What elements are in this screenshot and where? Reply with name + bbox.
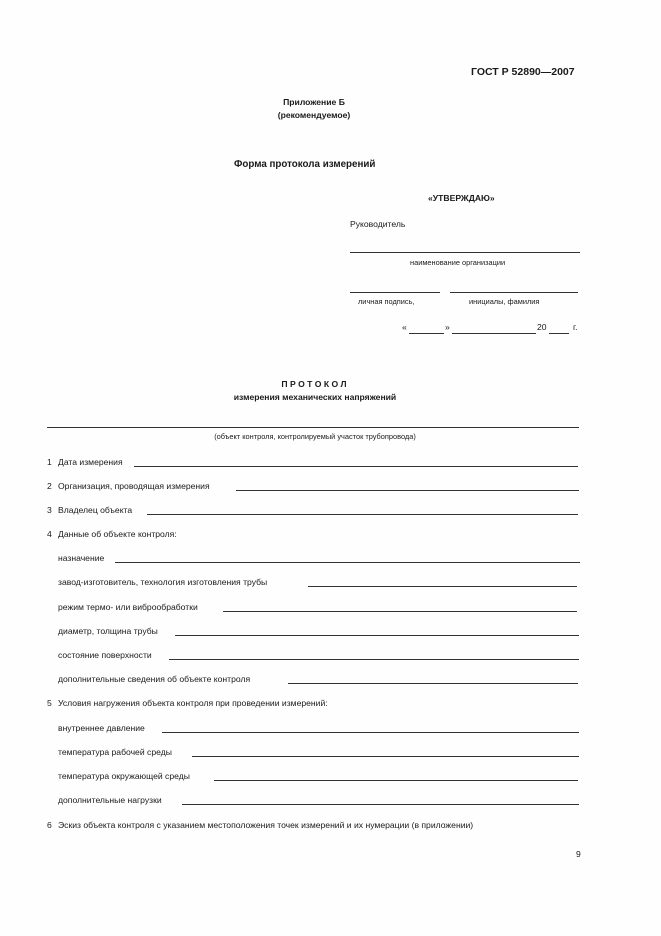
item-number: 3 xyxy=(47,505,52,515)
date-month-line[interactable] xyxy=(452,333,536,334)
item-fill-line[interactable] xyxy=(134,466,578,467)
item-fill-line[interactable] xyxy=(236,490,579,491)
item-sketch xyxy=(0,819,661,833)
item-label: состояние поверхности xyxy=(58,650,152,660)
annex-subtitle: (рекомендуемое) xyxy=(277,110,351,120)
item-object-data xyxy=(0,528,661,542)
initials-caption: инициалы, фамилия xyxy=(469,297,540,306)
item-fill-line[interactable] xyxy=(223,611,577,612)
item-fill-line[interactable] xyxy=(175,635,579,636)
signature-caption: личная подпись, xyxy=(358,297,415,306)
item-label: Дата измерения xyxy=(58,457,123,467)
form-title: Форма протокола измерений xyxy=(234,159,376,170)
item-fill-line[interactable] xyxy=(288,683,578,684)
protocol-title: П Р О Т О К О Л xyxy=(281,379,347,389)
date-close-quote: » xyxy=(445,322,450,332)
item-load-conditions xyxy=(0,697,661,711)
signature-line[interactable] xyxy=(350,292,440,293)
initials-line[interactable] xyxy=(450,292,578,293)
item-label: Условия нагружения объекта контроля при проведении измерений: xyxy=(58,698,328,708)
item-ambient-temperature[interactable] xyxy=(0,770,661,784)
item-fill-line[interactable] xyxy=(192,756,579,757)
item-fill-line[interactable] xyxy=(214,780,578,781)
approval-stamp: «УТВЕРЖДАЮ» xyxy=(428,193,495,203)
item-extra-info[interactable] xyxy=(0,673,661,687)
item-date[interactable] xyxy=(0,456,661,470)
item-label: диаметр, толщина трубы xyxy=(58,626,158,636)
page-number: 9 xyxy=(576,849,581,859)
date-year-line[interactable] xyxy=(549,333,569,334)
item-number: 2 xyxy=(47,481,52,491)
item-label: режим термо- или виброобработки xyxy=(58,602,198,612)
item-label: дополнительные сведения об объекте контроля xyxy=(58,674,251,684)
date-century: 20 xyxy=(537,322,547,332)
item-treatment[interactable] xyxy=(0,601,661,615)
item-owner[interactable] xyxy=(0,504,661,518)
item-purpose[interactable] xyxy=(0,552,661,566)
item-surface[interactable] xyxy=(0,649,661,663)
item-fill-line[interactable] xyxy=(182,804,579,805)
head-label: Руководитель xyxy=(350,219,406,229)
item-fill-line[interactable] xyxy=(162,732,579,733)
item-label: дополнительные нагрузки xyxy=(58,795,162,805)
item-label: Данные об объекте контроля: xyxy=(58,529,177,539)
item-additional-loads[interactable] xyxy=(0,794,661,808)
item-working-temperature[interactable] xyxy=(0,746,661,760)
item-organization[interactable] xyxy=(0,480,661,494)
item-label: Эскиз объекта контроля с указанием местоположения точек измерений и их нумерации (в приложении) xyxy=(58,820,474,830)
item-label: Организация, проводящая измерения xyxy=(58,481,210,491)
annex-title: Приложение Б xyxy=(283,97,345,107)
date-open-quote: « xyxy=(402,322,407,332)
document-standard-code: ГОСТ Р 52890—2007 xyxy=(471,66,575,78)
item-label: Владелец объекта xyxy=(58,505,133,515)
item-label: внутреннее давление xyxy=(58,723,145,733)
item-manufacturer[interactable] xyxy=(0,576,661,590)
date-suffix: г. xyxy=(573,322,578,332)
item-number: 5 xyxy=(47,698,52,708)
object-line[interactable] xyxy=(47,427,579,428)
item-number: 4 xyxy=(47,529,52,539)
organization-caption: наименование организации xyxy=(410,258,506,267)
item-number: 6 xyxy=(47,820,52,830)
organization-line[interactable] xyxy=(350,252,580,253)
item-diameter[interactable] xyxy=(0,625,661,639)
item-label: завод-изготовитель, технология изготовления трубы xyxy=(58,577,268,587)
item-number: 1 xyxy=(47,457,52,467)
item-fill-line[interactable] xyxy=(169,659,579,660)
item-label: назначение xyxy=(58,553,105,563)
date-day-line[interactable] xyxy=(409,333,444,334)
item-fill-line[interactable] xyxy=(147,514,578,515)
object-caption: (объект контроля, контролируемый участок трубопровода) xyxy=(214,432,416,441)
item-internal-pressure[interactable] xyxy=(0,722,661,736)
item-fill-line[interactable] xyxy=(115,562,580,563)
item-label: температура рабочей среды xyxy=(58,747,172,757)
protocol-subtitle: измерения механических напряжений xyxy=(233,392,397,402)
item-fill-line[interactable] xyxy=(308,586,577,587)
item-label: температура окружающей среды xyxy=(58,771,190,781)
